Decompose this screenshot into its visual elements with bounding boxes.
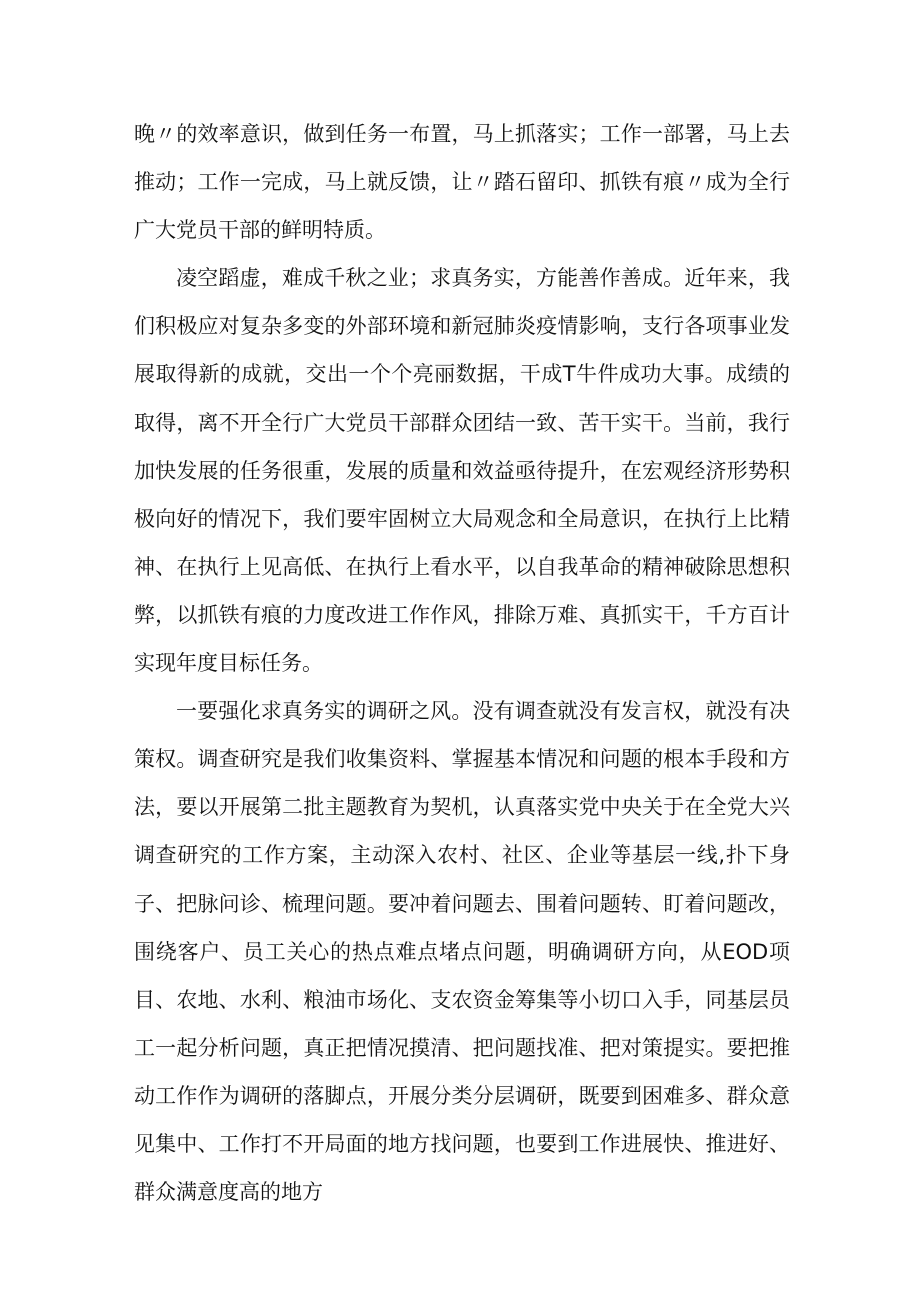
- body-text: [134, 110, 790, 1216]
- paragraph-3: 一要强化求真务实的调研之风。没有调查就没有发言权，就没有决策权。调查研究是我们收集资料、掌握基本情况和问题的根本手段和方法，要以开展第二批主题教育为契机，认真落实党中央关于在全党大兴调查研究的工作方案，主动深入农村、社区、企业等基层一线,扑下身子、把脉问诊、梳理问题。要冲着问题去、围着问题转、盯着问题改，围绕客户、员工关心的热点难点堵点问题，明确调研方向，从EOD项目、农地、水利、粮油市场化、支农资金筹集等小切口入手，同基层员工一起分析问题，真正把情况摸清、把问题找准、把对策提实。要把推动工作作为调研的落脚点，开展分类分层调研，既要到困难多、群众意见集中、工作打不开局面的地方找问题，也要到工作进展快、推进好、群众满意度高的地方: [134, 699, 790, 1205]
- paragraph-2: 凌空蹈虚，难成千秋之业；求真务实，方能善作善成。近年来，我们积极应对复杂多变的外部环境和新冠肺炎疫情影响，支行各项事业发展取得新的成就，交出一个个亮丽数据，干成T牛件成功大事。成绩的取得，离不开全行广大党员干部群众团结一致、苦干实干。当前，我行加快发展的任务很重，发展的质量和效益亟待提升，在宏观经济形势积极向好的情况下，我们要牢固树立大局观念和全局意识，在执行上比精神、在执行上见高低、在执行上看水平，以自我革命的精神破除思想积弊，以抓铁有痕的力度改进工作作风，排除万难、真抓实干，千方百计实现年度目标任务。: [134, 266, 790, 676]
- paragraph-1: 晚〃的效率意识，做到任务一布置，马上抓落实；工作一部署，马上去推动；工作一完成，马上就反馈，让〃踏石留印、抓铁有痕〃成为全行广大党员干部的鲜明特质。: [134, 122, 790, 243]
